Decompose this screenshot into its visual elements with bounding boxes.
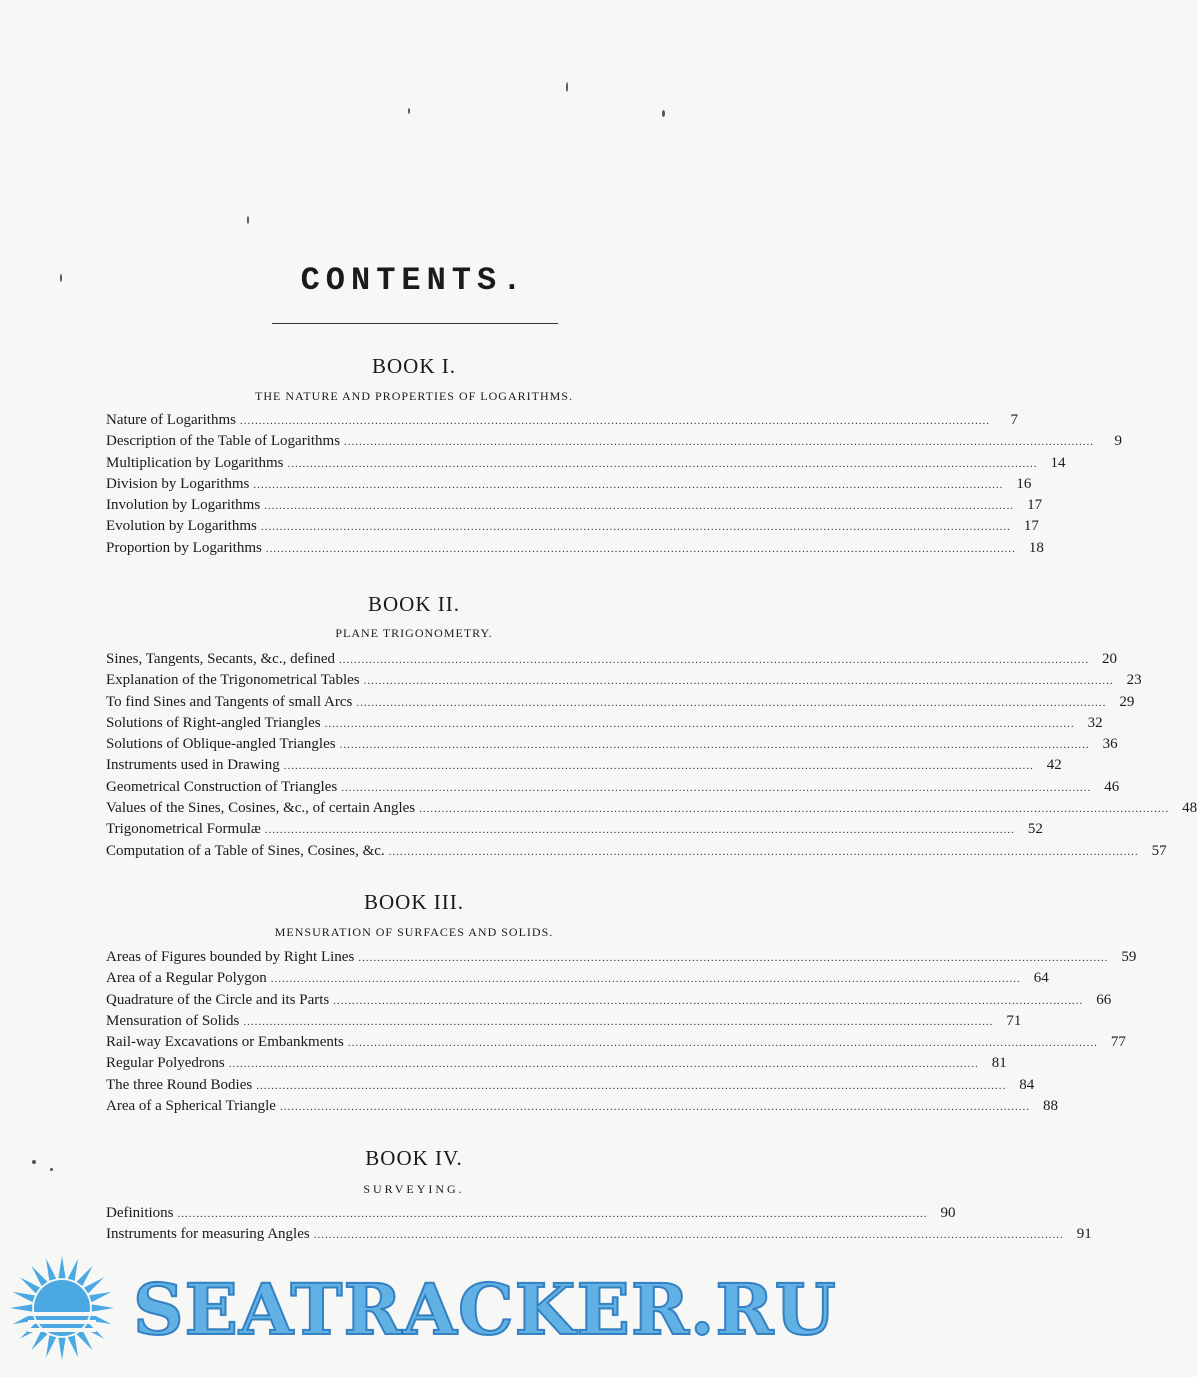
toc-page: 32	[1087, 714, 1103, 731]
toc-label: Explanation of the Trigonometrical Tables	[106, 672, 360, 689]
toc-entry[interactable]	[106, 693, 1135, 715]
toc-label: Regular Polyedrons	[106, 1055, 225, 1072]
dot-leader: ........................................................................................................................................................................................................	[253, 478, 1004, 491]
toc-page: 29	[1119, 693, 1135, 710]
toc-entry[interactable]	[106, 518, 1039, 539]
dot-leader: ........................................................................................................................................................................................................	[265, 542, 1016, 555]
toc-page: 64	[1033, 970, 1049, 987]
toc-page: 14	[1050, 454, 1066, 471]
toc-entry[interactable]	[106, 672, 1142, 693]
toc-page: 42	[1046, 757, 1062, 774]
sun-ray	[89, 1292, 111, 1302]
toc-page: 46	[1104, 778, 1120, 795]
toc-entry[interactable]	[106, 757, 1062, 778]
dot-leader: ........................................................................................................................................................................................................	[177, 1208, 928, 1220]
toc-label: Computation of a Table of Sines, Cosines, &c.	[106, 842, 385, 859]
toc-page: 48	[1182, 800, 1197, 817]
book-4-entries	[106, 1205, 1092, 1248]
toc-entry[interactable]	[106, 821, 1043, 842]
sun-ray	[68, 1335, 78, 1357]
toc-label: Instruments used in Drawing	[106, 757, 280, 774]
dot-leader: ........................................................................................................................................................................................................	[239, 415, 990, 427]
dot-leader: ........................................................................................................................................................................................................	[256, 1079, 1007, 1092]
toc-label: Geometrical Construction of Triangles	[106, 778, 338, 795]
dot-leader: ........................................................................................................................................................................................................	[313, 1229, 1064, 1242]
book-2-heading: BOOK II.	[368, 592, 460, 616]
dot-leader: ........................................................................................................................................................................................................	[243, 1015, 994, 1028]
toc-entry[interactable]	[106, 1055, 1007, 1076]
scan-speck	[566, 82, 568, 92]
toc-page: 84	[1019, 1076, 1035, 1093]
toc-entry[interactable]	[106, 778, 1120, 800]
toc-page: 52	[1027, 821, 1043, 838]
sun-ray	[46, 1259, 56, 1281]
toc-label: The three Round Bodies	[106, 1076, 253, 1093]
dot-leader: ........................................................................................................................................................................................................	[339, 739, 1090, 752]
toc-label: Solutions of Oblique-angled Triangles	[106, 736, 336, 753]
toc-entry[interactable]	[106, 497, 1043, 518]
dot-leader: ........................................................................................................................................................................................................	[419, 803, 1170, 816]
toc-page: 81	[991, 1055, 1007, 1072]
scan-speck	[662, 110, 665, 117]
toc-entry[interactable]	[106, 412, 1018, 433]
toc-label: Instruments for measuring Angles	[106, 1226, 310, 1243]
scan-speck	[247, 216, 249, 224]
toc-entry[interactable]	[106, 970, 1049, 991]
toc-page: 17	[1027, 497, 1043, 514]
toc-page: 18	[1028, 539, 1044, 556]
toc-label: Evolution by Logarithms	[106, 518, 257, 535]
sun-ray	[68, 1259, 78, 1281]
toc-page: 71	[1006, 1012, 1022, 1029]
toc-label: Rail-way Excavations or Embankments	[106, 1034, 344, 1051]
dot-leader: ........................................................................................................................................................................................................	[228, 1058, 979, 1071]
book-3-entries	[106, 949, 1137, 1119]
toc-label: Mensuration of Solids	[106, 1012, 240, 1029]
sun-ray	[58, 1256, 65, 1278]
dot-leader: ........................................................................................................................................................................................................	[264, 500, 1015, 513]
dot-leader: ........................................................................................................................................................................................................	[339, 654, 1090, 666]
sun-ray	[31, 1266, 47, 1286]
dot-leader: ........................................................................................................................................................................................................	[333, 994, 1084, 1007]
scan-speck	[408, 108, 410, 114]
watermark-text: SEATRACKER.RU	[133, 1268, 837, 1351]
toc-page: 23	[1126, 672, 1142, 689]
toc-entry[interactable]	[106, 736, 1118, 757]
toc-label: Solutions of Right-angled Triangles	[106, 714, 321, 731]
toc-entry[interactable]	[106, 800, 1197, 821]
toc-page: 57	[1151, 842, 1167, 859]
dot-leader: ........................................................................................................................................................................................................	[279, 1101, 1030, 1114]
toc-entry[interactable]	[106, 1012, 1022, 1034]
dot-leader: ........................................................................................................................................................................................................	[260, 521, 1011, 534]
dot-leader: ........................................................................................................................................................................................................	[270, 973, 1021, 986]
toc-label: Sines, Tangents, Secants, &c., defined	[106, 651, 336, 667]
sun-ray	[84, 1277, 104, 1293]
toc-page: 17	[1023, 518, 1039, 535]
dot-leader: ........................................................................................................................................................................................................	[287, 457, 1038, 470]
toc-label: Multiplication by Logarithms	[106, 454, 284, 471]
sun-ray	[92, 1304, 114, 1311]
toc-page: 77	[1110, 1034, 1126, 1051]
toc-label: Involution by Logarithms	[106, 497, 261, 514]
toc-entry[interactable]	[106, 949, 1137, 970]
toc-label: Areas of Figures bounded by Right Lines	[106, 949, 355, 965]
book-1-heading: BOOK I.	[372, 354, 456, 378]
toc-label: Definitions	[106, 1205, 174, 1221]
dot-leader: ........................................................................................................................................................................................................	[388, 845, 1139, 858]
toc-page: 7	[1010, 412, 1018, 428]
sun-ray	[77, 1266, 93, 1286]
book-1-subtitle: THE NATURE AND PROPERTIES OF LOGARITHMS.	[255, 389, 573, 403]
book-3-subtitle: MENSURATION OF SURFACES AND SOLIDS.	[274, 925, 554, 939]
toc-label: Description of the Table of Logarithms	[106, 433, 341, 450]
dot-leader: ........................................................................................................................................................................................................	[358, 952, 1109, 964]
dot-leader: ........................................................................................................................................................................................................	[356, 696, 1107, 709]
dot-leader: ........................................................................................................................................................................................................	[264, 824, 1015, 837]
dot-leader: ........................................................................................................................................................................................................	[341, 781, 1092, 794]
toc-page: 91	[1076, 1226, 1092, 1243]
toc-page: 20	[1102, 651, 1118, 667]
toc-entry[interactable]	[106, 651, 1118, 672]
toc-page: 36	[1102, 736, 1118, 753]
dot-leader: ........................................................................................................................................................................................................	[324, 717, 1075, 730]
toc-label: Area of a Regular Polygon	[106, 970, 267, 987]
title-rule	[272, 323, 558, 324]
page-title: CONTENTS.	[300, 262, 528, 299]
book-2-entries	[106, 651, 1197, 864]
dot-leader: ........................................................................................................................................................................................................	[283, 760, 1034, 773]
toc-label: Nature of Logarithms	[106, 412, 236, 428]
sun-ray	[10, 1304, 32, 1311]
dot-leader: ........................................................................................................................................................................................................	[347, 1037, 1098, 1050]
sun-ray	[13, 1292, 35, 1302]
toc-label: Values of the Sines, Cosines, &c., of certain Angles	[106, 800, 416, 817]
book-2-subtitle: PLANE TRIGONOMETRY.	[335, 626, 493, 640]
toc-entry[interactable]	[106, 842, 1167, 864]
dot-leader: ........................................................................................................................................................................................................	[363, 675, 1114, 688]
toc-entry[interactable]	[106, 1076, 1035, 1098]
toc-label: Quadrature of the Circle and its Parts	[106, 991, 330, 1008]
toc-entry[interactable]	[106, 1098, 1058, 1119]
book-3-heading: BOOK III.	[364, 890, 464, 914]
toc-label: Division by Logarithms	[106, 475, 250, 492]
toc-entry[interactable]	[106, 714, 1103, 736]
toc-page: 88	[1042, 1098, 1058, 1115]
toc-entry[interactable]	[106, 991, 1112, 1013]
book-4-heading: BOOK IV.	[365, 1146, 463, 1170]
sun-ray	[58, 1338, 65, 1360]
toc-entry[interactable]	[106, 454, 1066, 476]
dot-leader: ........................................................................................................................................................................................................	[344, 436, 1095, 449]
toc-page: 59	[1121, 949, 1137, 965]
toc-page: 90	[940, 1205, 956, 1221]
sun-ray	[46, 1335, 56, 1357]
sun-ray	[77, 1330, 93, 1350]
toc-label: Proportion by Logarithms	[106, 539, 262, 556]
toc-entry[interactable]	[106, 1034, 1126, 1055]
toc-label: Trigonometrical Formulæ	[106, 821, 261, 838]
toc-entry[interactable]	[106, 1226, 1092, 1247]
toc-page: 16	[1016, 475, 1032, 492]
sun-ray	[31, 1330, 47, 1350]
book-1-entries	[106, 412, 1123, 561]
toc-entry[interactable]	[106, 539, 1044, 561]
toc-entry[interactable]	[106, 433, 1123, 454]
toc-page: 9	[1114, 433, 1123, 450]
toc-entry[interactable]	[106, 1205, 956, 1226]
toc-label: To find Sines and Tangents of small Arcs	[106, 693, 353, 710]
sun-icon	[10, 1256, 114, 1360]
sun-ray	[20, 1277, 40, 1293]
toc-label: Area of a Spherical Triangle	[106, 1098, 276, 1115]
toc-page: 66	[1096, 991, 1112, 1008]
toc-entry[interactable]	[106, 475, 1032, 497]
book-4-subtitle: SURVEYING.	[363, 1182, 465, 1196]
